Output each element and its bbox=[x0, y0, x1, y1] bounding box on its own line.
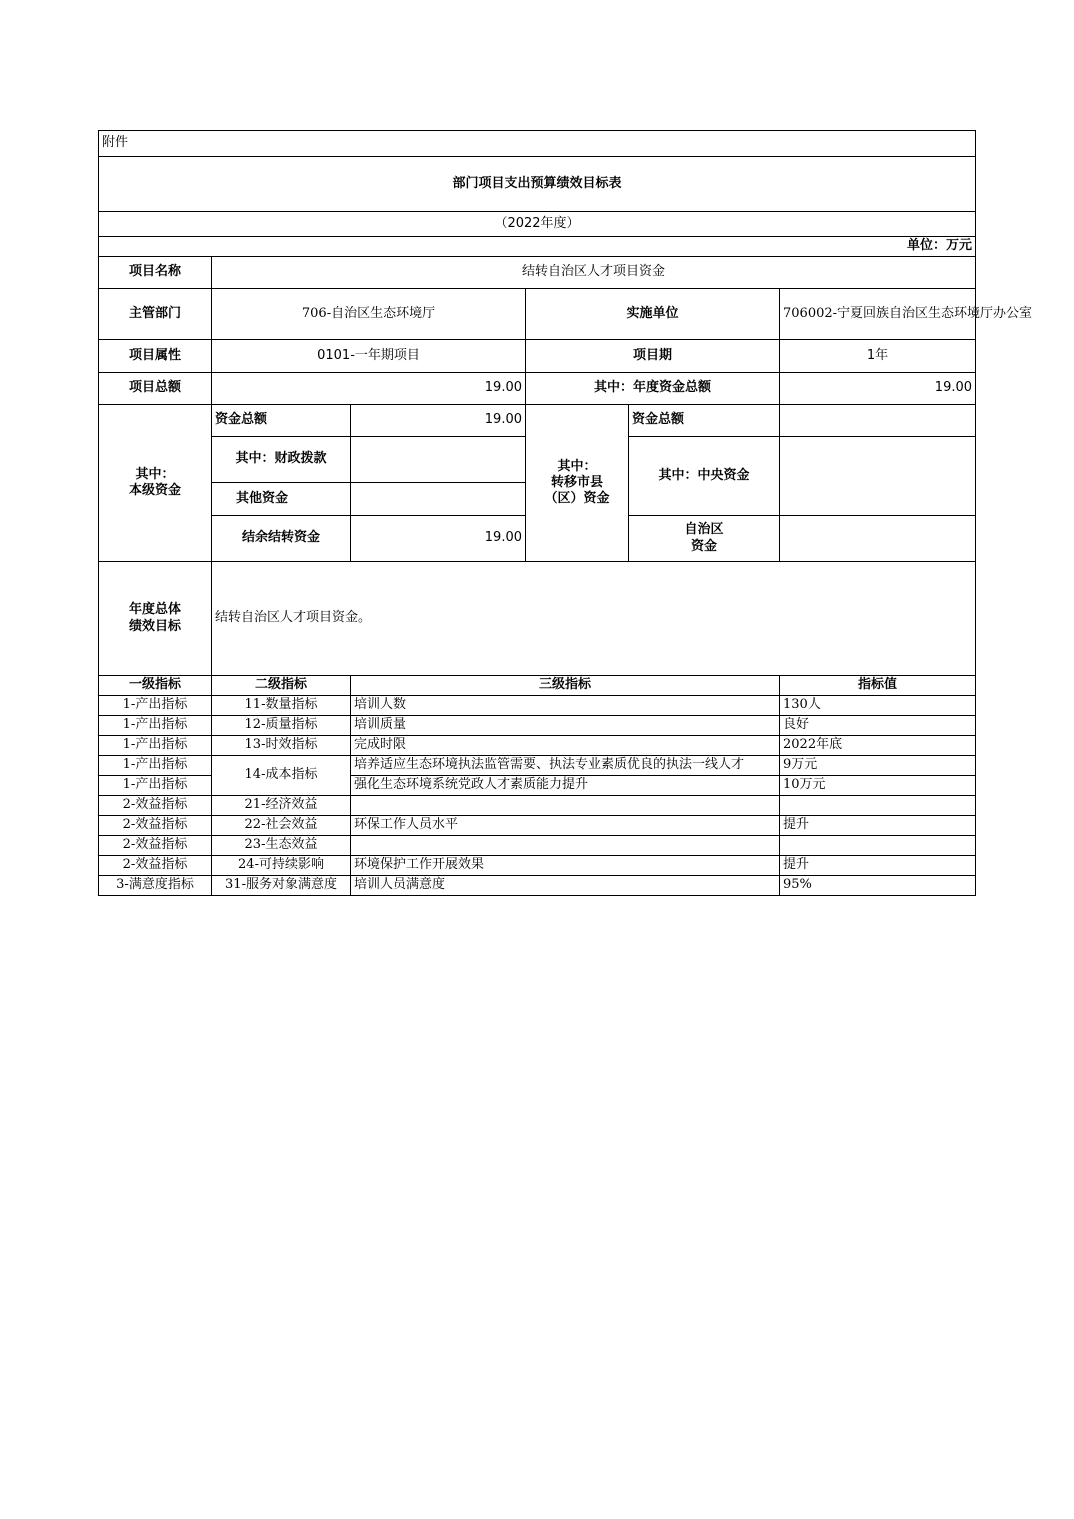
total-value: 19.00 bbox=[212, 373, 526, 405]
project-name-value: 结转自治区人才项目资金 bbox=[212, 257, 976, 289]
central-funds-label: 其中：中央资金 bbox=[629, 437, 780, 516]
indicator-level3: 培训人数 bbox=[351, 696, 780, 716]
other-funds-value bbox=[351, 483, 526, 516]
indicator-level3: 环保工作人员水平 bbox=[351, 816, 780, 836]
indicator-level3: 强化生态环境系统党政人才素质能力提升 bbox=[351, 776, 780, 796]
performance-target-table bbox=[98, 130, 1033, 896]
indicator-value: 2022年底 bbox=[780, 736, 976, 756]
fiscal-appropriation-label: 其中：财政拨款 bbox=[212, 437, 351, 483]
table-row bbox=[99, 716, 976, 736]
indicator-level2: 31-服务对象满意度 bbox=[212, 876, 351, 896]
indicator-level1: 3-满意度指标 bbox=[99, 876, 212, 896]
fund-total-value: 19.00 bbox=[351, 405, 526, 437]
table-row bbox=[99, 876, 976, 896]
dept-label: 主管部门 bbox=[99, 289, 212, 340]
transfer-total-value bbox=[780, 405, 976, 437]
indicator-level2: 24-可持续影响 bbox=[212, 856, 351, 876]
fiscal-appropriation-value bbox=[351, 437, 526, 483]
indicator-level3: 完成时限 bbox=[351, 736, 780, 756]
indicator-value bbox=[780, 836, 976, 856]
transfer-total-label: 资金总额 bbox=[629, 405, 780, 437]
indicator-level1: 1-产出指标 bbox=[99, 756, 212, 776]
indicator-value: 95% bbox=[780, 876, 976, 896]
indicator-level3: 培训人员满意度 bbox=[351, 876, 780, 896]
indicator-level3: 培训质量 bbox=[351, 716, 780, 736]
annual-total-value: 19.00 bbox=[780, 373, 976, 405]
annual-goal-text: 结转自治区人才项目资金。 bbox=[212, 562, 976, 676]
period-value: 1年 bbox=[780, 340, 976, 373]
indicator-value: 130人 bbox=[780, 696, 976, 716]
attr-label: 项目属性 bbox=[99, 340, 212, 373]
indicator-level2: 21-经济效益 bbox=[212, 796, 351, 816]
header-level2: 二级指标 bbox=[212, 676, 351, 696]
transfer-funds-label: 其中： 转移市县 （区）资金 bbox=[526, 405, 629, 562]
table-row bbox=[99, 856, 976, 876]
header-level3: 三级指标 bbox=[351, 676, 780, 696]
region-funds-label: 自治区 资金 bbox=[629, 516, 780, 562]
table-row bbox=[99, 696, 976, 716]
indicator-level3: 环境保护工作开展效果 bbox=[351, 856, 780, 876]
impl-label: 实施单位 bbox=[526, 289, 780, 340]
page-title: 部门项目支出预算绩效目标表 bbox=[99, 157, 976, 212]
attr-value: 0101-一年期项目 bbox=[212, 340, 526, 373]
local-funds-label: 其中： 本级资金 bbox=[99, 405, 212, 562]
dept-value: 706-自治区生态环境厅 bbox=[212, 289, 526, 340]
other-funds-label: 其他资金 bbox=[212, 483, 351, 516]
table-row bbox=[99, 736, 976, 756]
impl-value: 706002-宁夏回族自治区生态环境厅办公室 bbox=[780, 289, 976, 340]
indicator-value: 9万元 bbox=[780, 756, 976, 776]
fund-total-label: 资金总额 bbox=[212, 405, 351, 437]
indicator-level1: 1-产出指标 bbox=[99, 716, 212, 736]
indicator-value: 良好 bbox=[780, 716, 976, 736]
table-row bbox=[99, 756, 976, 776]
indicator-value: 提升 bbox=[780, 856, 976, 876]
period-label: 项目期 bbox=[526, 340, 780, 373]
indicator-level2: 23-生态效益 bbox=[212, 836, 351, 856]
indicator-level3 bbox=[351, 796, 780, 816]
project-name-label: 项目名称 bbox=[99, 257, 212, 289]
annual-total-label: 其中：年度资金总额 bbox=[526, 373, 780, 405]
fiscal-year: （2022年度） bbox=[99, 212, 976, 237]
indicator-level2: 14-成本指标 bbox=[212, 756, 351, 796]
region-funds-value bbox=[780, 516, 976, 562]
header-level1: 一级指标 bbox=[99, 676, 212, 696]
indicator-level1: 2-效益指标 bbox=[99, 816, 212, 836]
table-row bbox=[99, 796, 976, 816]
annual-goal-label: 年度总体 绩效目标 bbox=[99, 562, 212, 676]
indicator-level1: 1-产出指标 bbox=[99, 696, 212, 716]
central-funds-value bbox=[780, 437, 976, 516]
indicator-level2: 11-数量指标 bbox=[212, 696, 351, 716]
carryover-label: 结余结转资金 bbox=[212, 516, 351, 562]
table-row bbox=[99, 836, 976, 856]
unit-label: 单位：万元 bbox=[99, 237, 976, 257]
table-row bbox=[99, 816, 976, 836]
indicator-level1: 2-效益指标 bbox=[99, 836, 212, 856]
indicator-value: 10万元 bbox=[780, 776, 976, 796]
indicator-level3: 培养适应生态环境执法监管需要、执法专业素质优良的执法一线人才 bbox=[351, 756, 780, 776]
indicator-level1: 2-效益指标 bbox=[99, 856, 212, 876]
indicator-level1: 1-产出指标 bbox=[99, 736, 212, 756]
indicator-level3 bbox=[351, 836, 780, 856]
indicator-value: 提升 bbox=[780, 816, 976, 836]
indicator-level1: 2-效益指标 bbox=[99, 796, 212, 816]
attachment-label: 附件 bbox=[99, 131, 976, 157]
indicator-level2: 13-时效指标 bbox=[212, 736, 351, 756]
indicator-level2: 12-质量指标 bbox=[212, 716, 351, 736]
indicator-level1: 1-产出指标 bbox=[99, 776, 212, 796]
header-value: 指标值 bbox=[780, 676, 976, 696]
carryover-value: 19.00 bbox=[351, 516, 526, 562]
indicator-level2: 22-社会效益 bbox=[212, 816, 351, 836]
total-label: 项目总额 bbox=[99, 373, 212, 405]
indicator-value bbox=[780, 796, 976, 816]
